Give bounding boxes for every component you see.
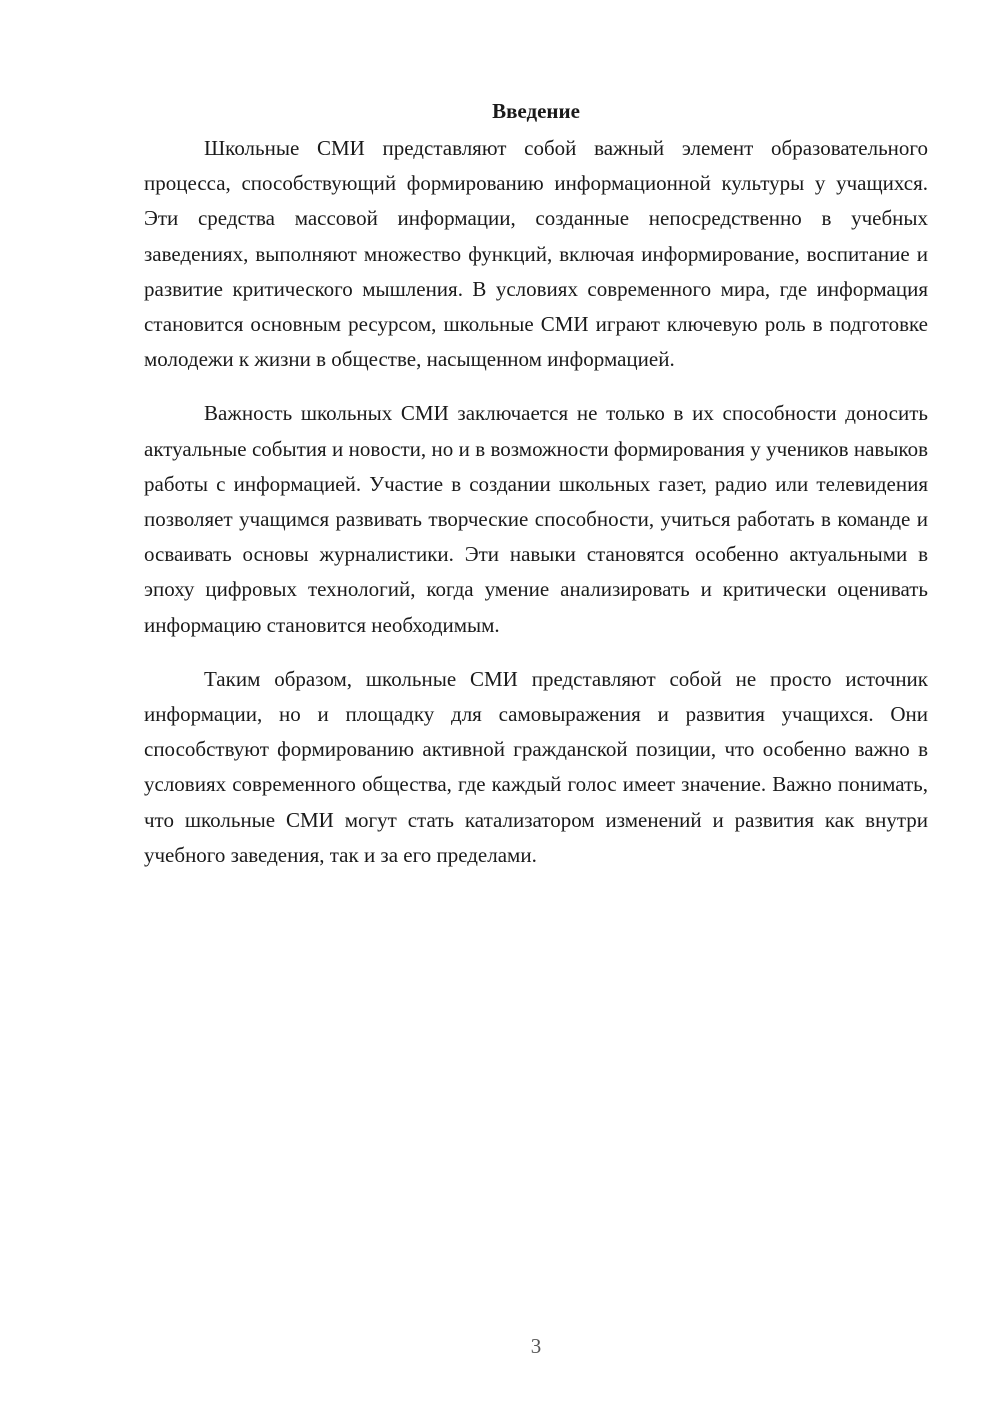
page-content xyxy=(144,96,928,892)
section-heading: Введение xyxy=(492,99,580,123)
page-number: 3 xyxy=(530,1334,542,1358)
paragraph-1: Школьные СМИ представляют собой важный элемент образовательного процесса, способствующий формированию информационной культуры у учащихся. Эти средства массовой информации, созданные непосредственно в учебных заведениях, выполняют множество функций, включая информирование, воспитание и развитие критического мышления. В условиях современного мира, где информация становится основным ресурсом, школьные СМИ играют ключевую роль в подготовке молодежи к жизни в обществе, насыщенном информацией. xyxy=(144,136,928,372)
paragraph-3: Таким образом, школьные СМИ представляют собой не просто источник информации, но и площадку для самовыражения и развития учащихся. Они способствуют формированию активной гражданской позиции, что особенно важно в условиях современного общества, где каждый голос имеет значение. Важно понимать, что школьные СМИ могут стать катализатором изменений и развития как внутри учебного заведения, так и за его пределами. xyxy=(144,666,928,867)
paragraph-2: Важность школьных СМИ заключается не только в их способности доносить актуальные события и новости, но и в возможности формирования у учеников навыков работы с информацией. Участие в создании школьных газет, радио или телевидения позволяет учащимся развивать творческие способности, учиться работать в команде и осваивать основы журналистики. Эти навыки становятся особенно актуальными в эпоху цифровых технологий, когда умение анализировать и критически оценивать информацию становится необходимым. xyxy=(144,401,928,637)
